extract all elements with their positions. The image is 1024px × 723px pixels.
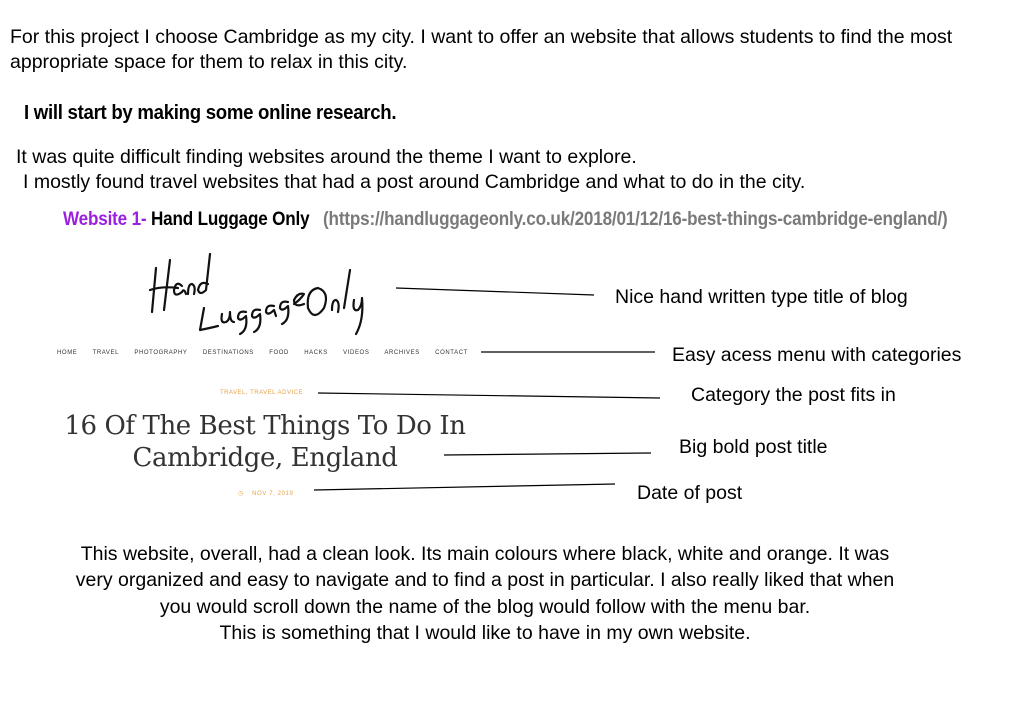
difficulty-paragraph: It was quite difficult finding websites around the theme I want to explore. bbox=[16, 146, 637, 168]
research-heading: I will start by making some online research. bbox=[24, 102, 397, 124]
nav-item-videos[interactable]: VIDEOS bbox=[343, 350, 370, 356]
nav-item-travel[interactable]: TRAVEL bbox=[92, 350, 120, 356]
nav-item-photography[interactable]: PHOTOGRAPHY bbox=[134, 350, 188, 356]
website-label: Website 1- bbox=[63, 209, 147, 230]
post-date-text: NOV 7, 2019 bbox=[252, 491, 294, 497]
annotation-title: Nice hand written type title of blog bbox=[615, 286, 908, 308]
post-title: 16 Of The Best Things To Do In Cambridge, England bbox=[64, 411, 466, 473]
website-url[interactable]: (https://handluggageonly.co.uk/2018/01/12/16-best-things-cambridge-england/) bbox=[323, 209, 948, 230]
connector-date bbox=[314, 484, 615, 490]
nav-item-home[interactable]: HOME bbox=[57, 350, 78, 356]
nav-item-hacks[interactable]: HACKS bbox=[304, 350, 328, 356]
summary-closing: This is something that I would like to have in my own website. bbox=[219, 621, 751, 644]
annotation-date: Date of post bbox=[637, 482, 743, 504]
nav-item-destinations[interactable]: DESTINATIONS bbox=[202, 350, 254, 356]
nav-item-food[interactable]: FOOD bbox=[269, 350, 289, 356]
clock-icon: ◷ bbox=[238, 491, 244, 497]
nav-item-contact[interactable]: CONTACT bbox=[435, 350, 468, 356]
annotation-menu: Easy acess menu with categories bbox=[672, 344, 962, 366]
website-name: Hand Luggage Only bbox=[151, 209, 310, 230]
travel-paragraph: I mostly found travel websites that had a post around Cambridge and what to do in the city. bbox=[23, 171, 806, 193]
connector-big-title bbox=[444, 453, 651, 455]
annotation-category: Category the post fits in bbox=[691, 384, 896, 406]
summary-paragraph bbox=[70, 541, 900, 646]
post-category[interactable]: TRAVEL, TRAVEL ADVICE bbox=[220, 390, 303, 396]
nav-item-archives[interactable]: ARCHIVES bbox=[384, 350, 420, 356]
connector-title bbox=[396, 288, 594, 295]
connector-category bbox=[318, 393, 660, 398]
summary-text: This website, overall, had a clean look. Its main colours where black, white and orange. It was very organized and easy to navigate and to find a post in particular. I also really liked that when you would scroll down the name of the blog would follow with the menu bar. bbox=[75, 543, 895, 618]
annotation-big-title: Big bold post title bbox=[679, 436, 828, 458]
intro-paragraph: For this project I choose Cambridge as my city. I want to offer an website that allows students to find the most appropriate space for them to relax in this city. bbox=[10, 26, 953, 73]
